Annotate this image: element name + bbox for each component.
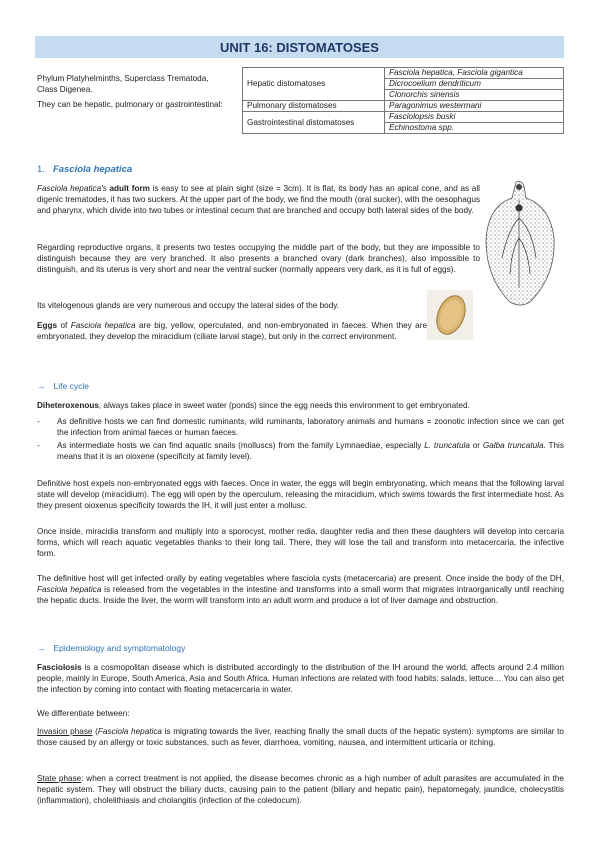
table-row — [243, 112, 564, 123]
page-title: UNIT 16: DISTOMATOSES — [220, 39, 379, 55]
differentiate-paragraph: We differentiate between: — [37, 709, 130, 718]
species-cell: Paragonimus westermani — [385, 101, 564, 112]
hosts-list — [37, 416, 564, 464]
list-item: - As definitive hosts we can find domestic ruminants, wild ruminants, laboratory animals and humans = zoonotic infection since we can get the infection from animal faeces or human faeces. — [37, 417, 564, 437]
list-item: - As intermediate hosts we can find aquatic snails (molluscs) from the family Lymnaediae, especially L. truncatula or Galba truncatula. This means that it is an oioxene (specificity at family level). — [37, 441, 564, 461]
fasciolosis-paragraph: Fasciolosis is a cosmopolitan disease which is distributed accordingly to the distribution of the IH around the world, affects around 2.4 million people, mainly in Europe, South America, Asia and South Africa. Human infections are related with food habits: salads, lettuce… You can also get the infection by coming into contact with floating metacercaria in water. — [37, 663, 564, 694]
species-cell: Echinostoma spp. — [385, 123, 564, 134]
infection-paragraph: The definitive host will get infected orally by eating vegetables where fasciola cysts (metacercaria) are present. Once inside the body of the DH, Fasciola hepatica is released from the vegetables in the intestine and transforms into a small worm that migrates intraorganically until reaching the hepatic ducts. Inside the liver, the worm will transform into an adult worm and produce a lot of liver damage and obstruction. — [37, 574, 564, 605]
species-cell: Fasciolopsis buski — [385, 112, 564, 123]
intro-block — [37, 73, 227, 114]
invasion-phase-paragraph: Invasion phase (Fasciola hepatica is migrating towards the liver, reaching finally the small ducts of the hepatic system): symptoms are similar to those caused by an allergy or toxic substances, such as fever, diarrhoea, vomiting, nausea, and intermittent urticaria or itching. — [37, 727, 564, 747]
miracidia-paragraph: Once inside, miracidia transform and multiply into a sporocyst, mother redia, daughter redia and then these daughters will develop into cercaria forms, which will reach aquatic vegetables thanks to their long tail. There, they will lose the tail and transform into metacercaria, the infective form. — [37, 527, 564, 558]
eggs-paragraph: Eggs of Fasciola hepatica are big, yellow, operculated, and non-embryonated in faeces. When they are embryonated, they develop the miracidium (ciliate larval stage), but only in the correct environment. — [37, 321, 428, 341]
fasciola-worm-illustration — [478, 178, 560, 308]
section-heading — [37, 164, 132, 175]
intro-types: They can be hepatic, pulmonary or gastrointestinal: — [37, 100, 223, 109]
pulmonary-label: Pulmonary distomatoses — [243, 101, 385, 112]
species-cell: Clonorchis sinensis — [385, 90, 564, 101]
adult-form-paragraph: Fasciola hepatica's adult form is easy to see at plain sight (size = 3cm). It is flat, its body has an apical cone, and as all digenic trematodes, it has two suckers. At the upper part of the body, we find the mouth (oral sucker), with the oesophagus and pharynx, which divide into two tubes or intestinal cecum that are branched and occupy both lateral sides of the body. — [37, 184, 480, 215]
definitive-host-paragraph: Definitive host expels non-embryonated eggs with faeces. Once in water, the eggs will begin embryonating, which means that the following larval state will develop (miracidium). The egg will open by the operculum, releasing the miracidium, which swims towards the first intermediate host. As they present oioxenus specificity towards the IH, it will just enter a mollusc. — [37, 479, 564, 510]
title-banner — [35, 36, 564, 58]
arrow-icon: → — [37, 643, 46, 653]
hepatic-label: Hepatic distomatoses — [243, 68, 385, 101]
species-cell: Fasciola hepatica, Fasciola gigantica — [385, 68, 564, 79]
gastro-label: Gastrointestinal distomatoses — [243, 112, 385, 134]
table-row — [243, 68, 564, 79]
distomatoses-table — [242, 67, 564, 134]
reproductive-paragraph: Regarding reproductive organs, it presents two testes occupying the middle part of the body, but they are impossible to distinguish because they are very branched. It also presents a branched ovary (dark branches), also impossible to distinguish, and its uterus is very short and near the ventral sucker (normally appears very dark, as it is full of eggs). — [37, 243, 480, 274]
fasciola-egg-illustration — [427, 290, 473, 340]
life-cycle-heading: → Life cycle — [37, 381, 89, 391]
section-number: 1. — [37, 164, 45, 175]
species-cell: Dicrocoelium dendriticum — [385, 79, 564, 90]
state-phase-paragraph: State phase: when a correct treatment is not applied, the disease becomes chronic as a high number of adult parasites are accumulated in the hepatic system. They will obstruct the biliary ducts, causing pain to the patient (biliary and hepatic pain), hepatomegaly, jaundice, cholecystitis (inflammation), cholelithiasis and cholangitis (infection of the coledocum). — [37, 774, 564, 805]
arrow-icon: → — [37, 381, 46, 391]
diheteroxenous-paragraph: Diheteroxenous, always takes place in sweet water (ponds) since the egg needs this environment to get embryonated. — [37, 401, 470, 410]
intro-taxonomy: Phylum Platyhelminths, Superclass Trematoda, Class Digenea. — [37, 74, 209, 94]
epidemiology-heading: → Epidemiology and symptomatology — [37, 643, 186, 653]
section-title: Fasciola hepatica — [52, 164, 133, 175]
vitelogenous-paragraph: Its vitelogenous glands are very numerous and occupy the lateral sides of the body. — [37, 301, 340, 310]
table-row — [243, 101, 564, 112]
